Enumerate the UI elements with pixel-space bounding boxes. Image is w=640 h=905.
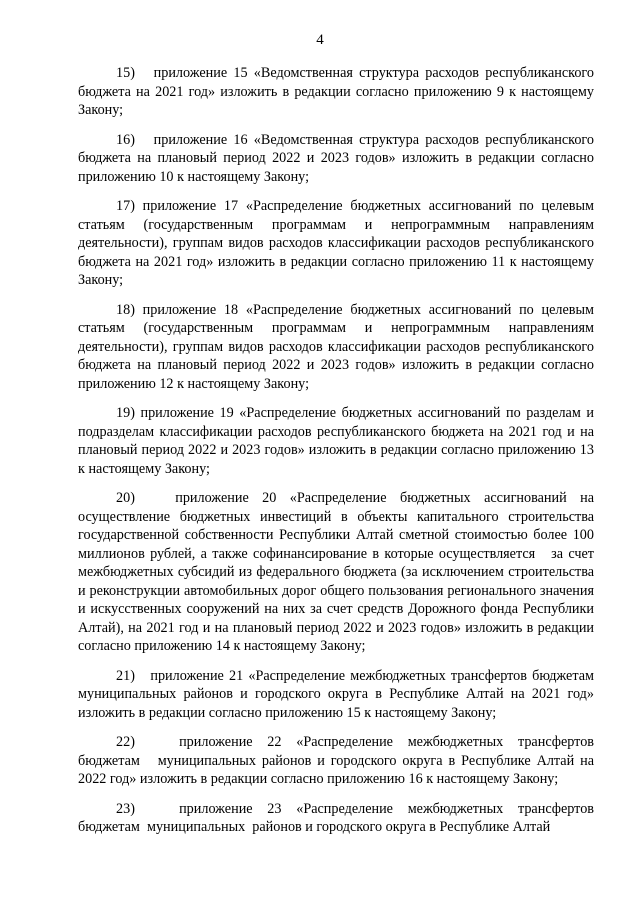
list-item-19: 19) приложение 19 «Распределение бюджетных ассигнований по разделам и подразделам классификации расходов республиканского бюджета на 2021 год и на плановый период 2022 и 2023 годов» изложить в редакции согласно приложению 13 к настоящему Закону; — [78, 405, 594, 477]
list-item-17: 17) приложение 17 «Распределение бюджетных ассигнований по целевым статьям (государственным программам и непрограммным направлениям деятельности), группам видов расходов классификации расходов республиканского бюджета на 2021 год» изложить в редакции согласно приложению 11 к настоящему Закону; — [78, 198, 594, 288]
list-item-21: 21) приложение 21 «Распределение межбюджетных трансфертов бюджетам муниципальных районов и городского округа в Республике Алтай на 2021 год» изложить в редакции согласно приложению 15 к настоящему Закону; — [78, 667, 594, 721]
list-item-23: 23) приложение 23 «Распределение межбюджетных трансфертов бюджетам муниципальных районов и городского округа в Республике Алтай — [78, 800, 594, 835]
list-item-18: 18) приложение 18 «Распределение бюджетных ассигнований по целевым статьям (государственным программам и непрограммным направлениям деятельности), группам видов расходов классификации расходов республиканского бюджета на плановый период 2022 и 2023 годов» изложить в редакции согласно приложению 12 к настоящему Закону; — [78, 301, 594, 392]
list-item-15: 15) приложение 15 «Ведомственная структура расходов республиканского бюджета на 2021 год» изложить в редакции согласно приложению 9 к настоящему Закону; — [78, 65, 594, 118]
list-item-20: 20) приложение 20 «Распределение бюджетных ассигнований на осуществление бюджетных инвестиций в объекты капитального строительства государственной собственности Республики Алтай сметной стоимостью более 100 миллионов рублей, а также софинансирование в которые осуществляется за счет межбюджетных субсидий из федерального бюджета (за исключением строительства и реконструкции автомобильных дорог общего пользования регионального значения и искусственных сооружений на них за счет средств Дорожного фонда Республики Алтай), на 2021 год и на плановый период 2022 и 2023 годов» изложить в редакции согласно приложению 14 к настоящему Закону; — [78, 490, 594, 654]
document-body — [78, 64, 594, 848]
page-number: 4 — [316, 32, 324, 48]
list-item-16: 16) приложение 16 «Ведомственная структура расходов республиканского бюджета на плановый период 2022 и 2023 годов» изложить в редакции согласно приложению 10 к настоящему Закону; — [78, 131, 594, 185]
list-item-22: 22) приложение 22 «Распределение межбюджетных трансфертов бюджетам муниципальных районов и городского округа в Республике Алтай на 2022 год» изложить в редакции согласно приложению 16 к настоящему Закону; — [78, 734, 594, 787]
